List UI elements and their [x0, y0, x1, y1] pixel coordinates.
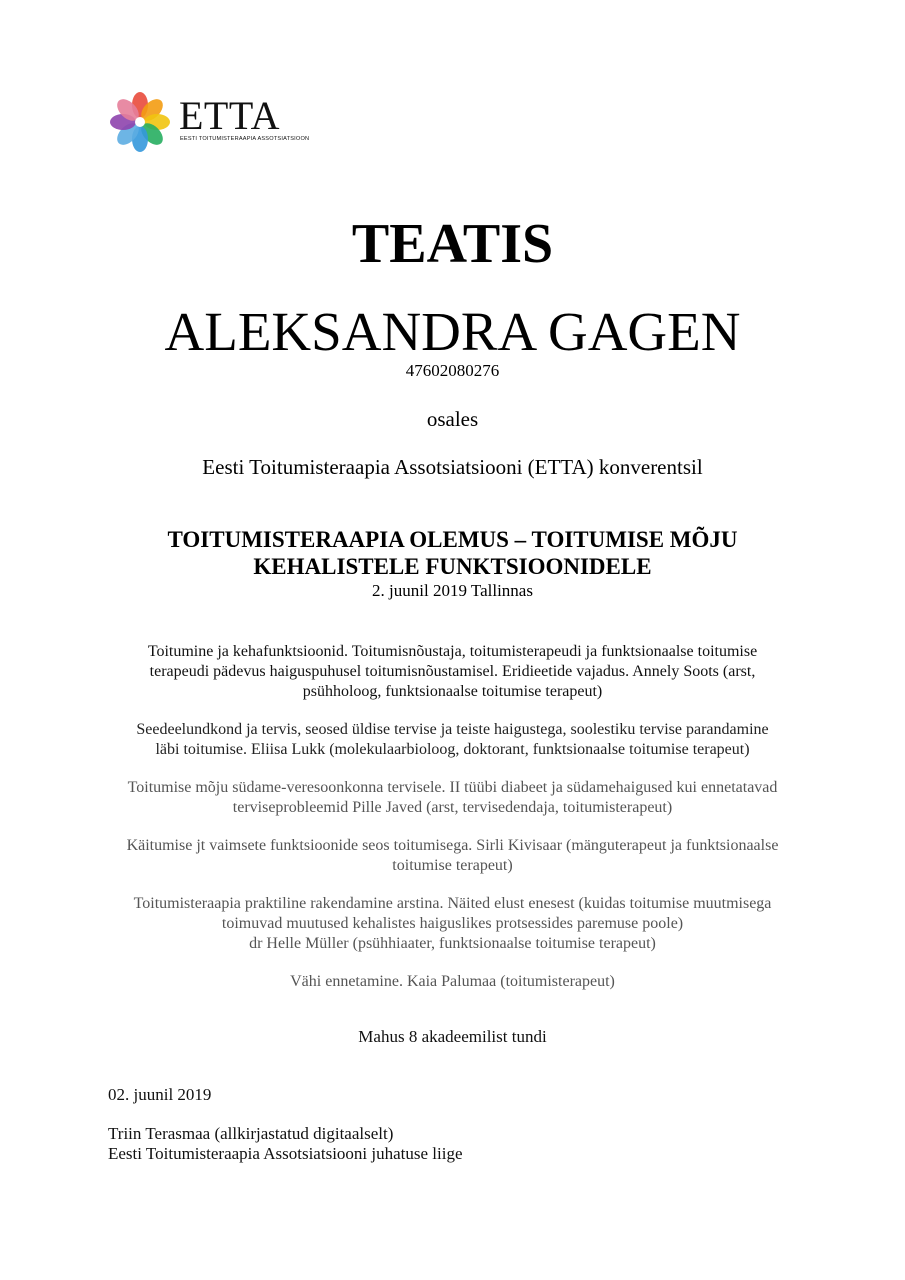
program-item: Toitumise mõju südame-veresoonkonna tervisele. II tüübi diabeet ja südamehaigused kui ennetatavad terviseprobleemid Pille Javed (arst, tervisedendaja, toitumisterapeut): [127, 779, 778, 816]
participated-text: osales: [426, 407, 479, 431]
conference-title-line1: TOITUMISTERAAPIA OLEMUS – TOITUMISE MÕJU: [167, 527, 738, 552]
signature-block: [108, 1124, 463, 1164]
conference-date: 2. juunil 2019 Tallinnas: [372, 581, 533, 600]
program-item: Käitumise jt vaimsete funktsioonide seos toitumisega. Sirli Kivisaar (mänguterapeut ja funktsionaalse toitumise terapeut): [126, 837, 779, 874]
program-item: Toitumine ja kehafunktsioonid. Toitumisnõustaja, toitumisterapeudi ja funktsionaalse toitumise terapeudi pädevus haiguspuhusel toitumisnõustamisel. Eridieetide vajadus. Annely Soots (arst, psühholoog, funktsionaalse toitumise terapeut): [147, 643, 758, 700]
program-item: Vähi ennetamine. Kaia Palumaa (toitumisterapeut): [290, 973, 615, 990]
flower-logo-icon: [108, 90, 172, 154]
program-item: Toitumisteraapia praktiline rakendamine arstina. Näited elust enesest (kuidas toitumise muutmisega toimuvad muutused kehalistes haiguslikes protsessides paremuse poole) dr Helle Müller (psühhiaater, funktsionaalse toitumise terapeut): [133, 895, 772, 952]
recipient-id-code: 47602080276: [405, 361, 500, 380]
logo-wordmark: ETTA: [179, 93, 280, 138]
recipient-name: ALEKSANDRA GAGEN: [164, 301, 741, 362]
conference-title: [0, 526, 905, 580]
issue-date: 02. juunil 2019: [108, 1085, 212, 1104]
logo-subtitle: EESTI TOITUMISTERAAPIA ASSOTSIATSIOON: [180, 136, 310, 142]
event-description: Eesti Toitumisteraapia Assotsiatsiooni (ETTA) konverentsil: [202, 455, 703, 479]
signer-name: Triin Terasmaa (allkirjastatud digitaalselt): [108, 1124, 394, 1143]
program-list: [100, 642, 805, 1010]
course-volume: Mahus 8 akadeemilist tundi: [358, 1027, 547, 1046]
certificate-title: TEATIS: [351, 213, 554, 275]
signer-role: Eesti Toitumisteraapia Assotsiatsiooni juhatuse liige: [108, 1144, 463, 1163]
program-item: Seedeelundkond ja tervis, seosed üldise tervise ja teiste haigustega, soolestiku tervise parandamine läbi toitumise. Eliisa Lukk (molekulaarbioloog, doktorant, funktsionaalse toitumise terapeut): [136, 721, 769, 758]
conference-title-line2: KEHALISTELE FUNKTSIOONIDELE: [253, 554, 652, 579]
etta-logo: [108, 90, 310, 154]
